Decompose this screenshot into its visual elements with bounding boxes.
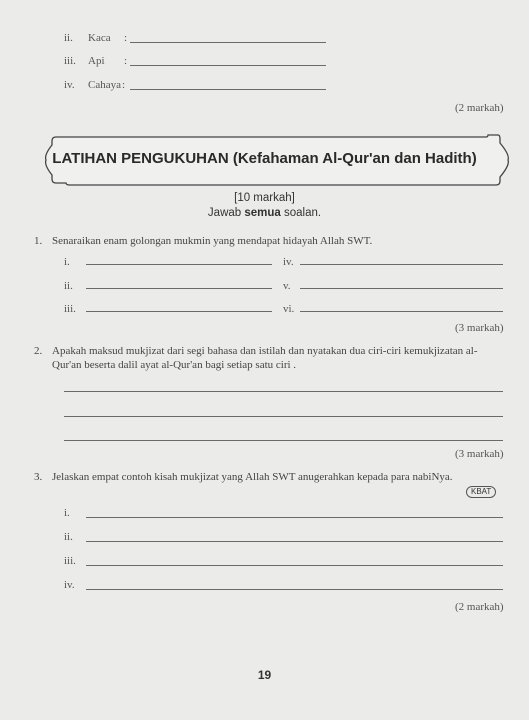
- section-instruction: [0, 207, 529, 219]
- q3-item-num: iii.: [64, 555, 76, 567]
- instruction-pre: Jawab: [207, 207, 245, 219]
- section-marks: [10 markah]: [234, 192, 295, 204]
- top-item-label: Kaca: [88, 32, 111, 44]
- answer-line: [86, 589, 503, 590]
- answer-line: [130, 89, 326, 90]
- q1-number: 1.: [34, 235, 43, 247]
- q1-item-num: vi.: [283, 303, 295, 315]
- answer-line: [300, 311, 503, 312]
- q1-item-num: ii.: [64, 280, 73, 292]
- answer-line: [86, 565, 503, 566]
- q2-text-line2: Qur'an beserta dalil ayat al-Qur'an bagi setiap satu ciri .: [52, 359, 297, 371]
- q3-number: 3.: [34, 471, 43, 483]
- section-title: LATIHAN PENGUKUHAN (Kefahaman Al-Qur'an dan Hadith): [52, 150, 477, 167]
- page-number: 19: [257, 668, 272, 682]
- top-item-label: Cahaya: [88, 79, 121, 91]
- q2-text-line1: Apakah maksud mukjizat dari segi bahasa dan istilah dan nyatakan dua ciri-ciri kemukjizatan al-: [52, 345, 478, 357]
- top-item-num: iii.: [64, 55, 76, 67]
- q1-item-num: i.: [64, 256, 70, 268]
- q3-item-num: iv.: [64, 579, 75, 591]
- answer-line: [86, 517, 503, 518]
- q2-number: 2.: [34, 345, 43, 357]
- q1-marks: (3 markah): [455, 322, 504, 334]
- answer-line: [300, 288, 503, 289]
- q1-text: Senaraikan enam golongan mukmin yang mendapat hidayah Allah SWT.: [52, 235, 373, 247]
- q3-text: Jelaskan empat contoh kisah mukjizat yang Allah SWT anugerahkan kepada para nabiNya.: [52, 471, 453, 483]
- answer-line: [86, 541, 503, 542]
- q3-item-num: i.: [64, 507, 70, 519]
- q1-item-num: iii.: [64, 303, 76, 315]
- answer-line: [130, 65, 326, 66]
- q3-item-num: ii.: [64, 531, 73, 543]
- top-item-sep: :: [124, 32, 128, 44]
- answer-line: [300, 264, 503, 265]
- answer-line: [86, 288, 272, 289]
- top-item-num: ii.: [64, 32, 73, 44]
- top-marks: (2 markah): [455, 102, 504, 114]
- top-item-sep: :: [124, 55, 128, 67]
- instruction-post: soalan.: [280, 207, 322, 219]
- answer-line: [64, 416, 503, 417]
- answer-line: [64, 440, 503, 441]
- top-item-sep: :: [122, 79, 126, 91]
- q2-marks: (3 markah): [455, 448, 504, 460]
- q1-item-num: v.: [283, 280, 291, 292]
- q1-item-num: iv.: [283, 256, 294, 268]
- answer-line: [64, 391, 503, 392]
- top-item-num: iv.: [64, 79, 75, 91]
- q3-marks: (2 markah): [455, 601, 504, 613]
- answer-line: [130, 42, 326, 43]
- kbat-badge: KBAT: [466, 486, 496, 498]
- instruction-bold: semua: [244, 207, 281, 219]
- answer-line: [86, 264, 272, 265]
- top-item-label: Api: [88, 55, 105, 67]
- answer-line: [86, 311, 272, 312]
